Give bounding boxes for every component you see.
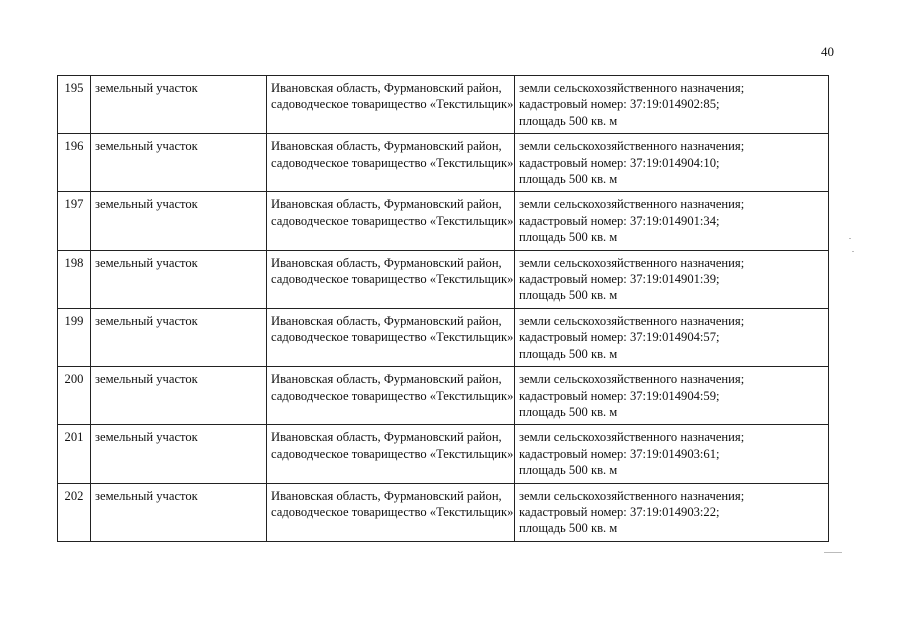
plot-detail-line: кадастровый номер: 37:19:014903:22; [519, 504, 720, 519]
table-row [58, 76, 829, 134]
address-cell: Ивановская область, Фурмановский район, садоводческое товарищество «Текстильщик» [267, 483, 515, 541]
row-number-cell: 199 [58, 308, 91, 366]
table-row [58, 483, 829, 541]
row-number-cell: 195 [58, 76, 91, 134]
object-name-cell: земельный участок [91, 192, 267, 250]
address-cell: Ивановская область, Фурмановский район, садоводческое товарищество «Текстильщик» [267, 425, 515, 483]
plot-details-cell [515, 250, 829, 308]
row-number-cell: 196 [58, 134, 91, 192]
plot-details-cell [515, 192, 829, 250]
plot-details-cell [515, 367, 829, 425]
plot-detail-line: кадастровый номер: 37:19:014904:10; [519, 155, 720, 170]
plot-detail-line: кадастровый номер: 37:19:014904:57; [519, 330, 720, 345]
object-name-cell: земельный участок [91, 308, 267, 366]
address-cell: Ивановская область, Фурмановский район, садоводческое товарищество «Текстильщик» [267, 250, 515, 308]
scan-speck [849, 238, 851, 239]
plot-detail-line: земли сельскохозяйственного назначения; [519, 372, 745, 387]
plot-detail-line: площадь 500 кв. м [519, 521, 618, 536]
row-number-cell: 202 [58, 483, 91, 541]
address-cell: Ивановская область, Фурмановский район, садоводческое товарищество «Текстильщик» [267, 76, 515, 134]
plot-details-cell [515, 483, 829, 541]
table-row [58, 134, 829, 192]
scan-speck [824, 552, 842, 553]
land-plot-table-body [58, 76, 829, 542]
land-plot-table [57, 75, 829, 542]
plot-detail-line: земли сельскохозяйственного назначения; [519, 430, 745, 445]
plot-detail-line: кадастровый номер: 37:19:014901:39; [519, 272, 720, 287]
page-number: 40 [821, 44, 834, 59]
object-name-cell: земельный участок [91, 425, 267, 483]
plot-detail-line: площадь 500 кв. м [519, 113, 618, 128]
plot-detail-line: земли сельскохозяйственного назначения; [519, 313, 745, 328]
scan-speck [852, 251, 854, 252]
plot-detail-line: площадь 500 кв. м [519, 230, 618, 245]
table-row [58, 367, 829, 425]
address-cell: Ивановская область, Фурмановский район, садоводческое товарищество «Текстильщик» [267, 134, 515, 192]
row-number-cell: 198 [58, 250, 91, 308]
table-row [58, 250, 829, 308]
object-name-cell: земельный участок [91, 367, 267, 425]
plot-detail-line: земли сельскохозяйственного назначения; [519, 139, 745, 154]
plot-detail-line: земли сельскохозяйственного назначения; [519, 255, 745, 270]
plot-detail-line: площадь 500 кв. м [519, 346, 618, 361]
plot-detail-line: земли сельскохозяйственного назначения; [519, 81, 745, 95]
address-cell: Ивановская область, Фурмановский район, садоводческое товарищество «Текстильщик» [267, 367, 515, 425]
address-cell: Ивановская область, Фурмановский район, садоводческое товарищество «Текстильщик» [267, 192, 515, 250]
plot-details-cell [515, 308, 829, 366]
table-row [58, 308, 829, 366]
plot-detail-line: земли сельскохозяйственного назначения; [519, 197, 745, 212]
plot-details-cell [515, 425, 829, 483]
plot-detail-line: кадастровый номер: 37:19:014903:61; [519, 446, 720, 461]
plot-detail-line: земли сельскохозяйственного назначения; [519, 488, 745, 503]
plot-detail-line: площадь 500 кв. м [519, 404, 618, 419]
row-number-cell: 197 [58, 192, 91, 250]
plot-detail-line: площадь 500 кв. м [519, 288, 618, 303]
table-row [58, 425, 829, 483]
address-cell: Ивановская область, Фурмановский район, садоводческое товарищество «Текстильщик» [267, 308, 515, 366]
plot-detail-line: кадастровый номер: 37:19:014902:85; [519, 97, 720, 112]
plot-detail-line: площадь 500 кв. м [519, 463, 618, 478]
plot-details-cell [515, 76, 829, 134]
row-number-cell: 201 [58, 425, 91, 483]
plot-detail-line: площадь 500 кв. м [519, 172, 618, 187]
row-number-cell: 200 [58, 367, 91, 425]
object-name-cell: земельный участок [91, 483, 267, 541]
plot-detail-line: кадастровый номер: 37:19:014901:34; [519, 213, 720, 228]
table-row [58, 192, 829, 250]
object-name-cell: земельный участок [91, 250, 267, 308]
object-name-cell: земельный участок [91, 134, 267, 192]
plot-details-cell [515, 134, 829, 192]
plot-detail-line: кадастровый номер: 37:19:014904:59; [519, 388, 720, 403]
object-name-cell: земельный участок [91, 76, 267, 134]
